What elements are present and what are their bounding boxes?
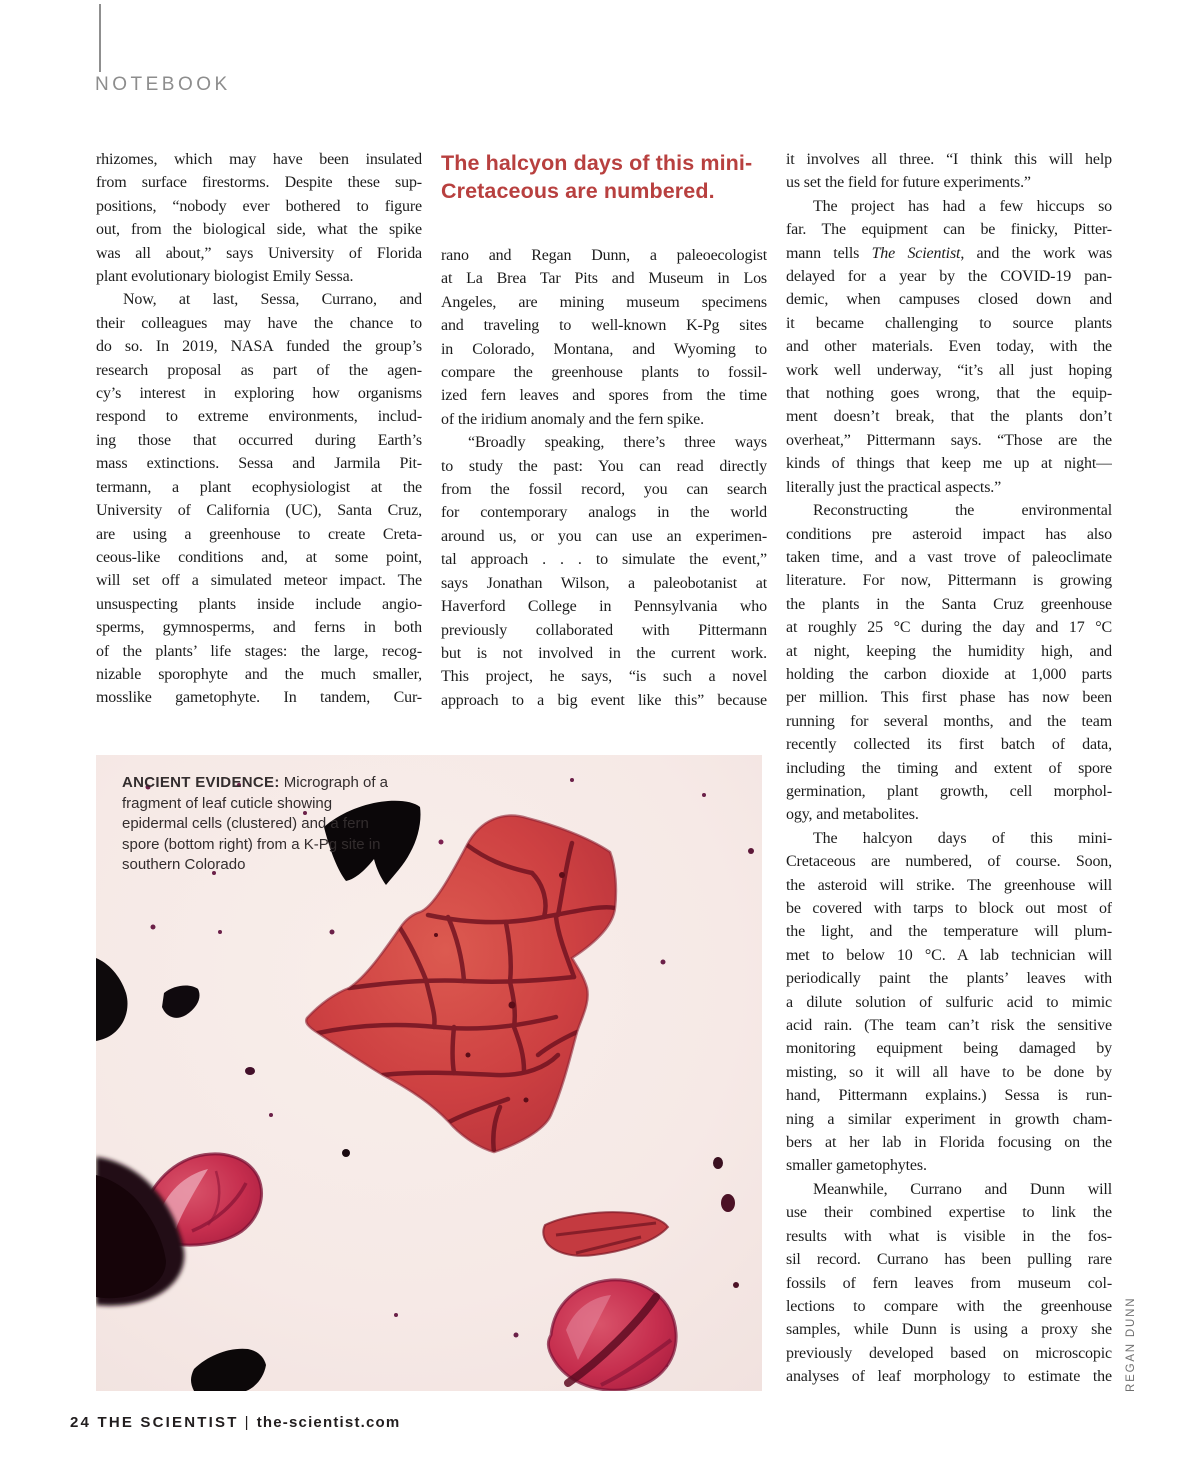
photo-caption-label: ANCIENT EVIDENCE: [122,774,280,791]
body-text-line: samples, while Dunn is using a proxy she [786,1321,1112,1339]
body-text-line: of the plants’ life stages: the large, recog- [96,642,422,660]
body-text-line: Reconstructing the environmental [813,502,1112,520]
body-text-line: ceous-like conditions and, at some point, [96,548,422,566]
pull-quote-line: The halcyon days of this mini- [441,151,753,175]
body-text-line: taken time, and a vast trove of paleoclimate [786,548,1112,566]
body-text-line: ning a similar experiment in growth cham- [786,1110,1112,1128]
body-text-line: cy’s interest in exploring how organisms [96,385,422,403]
body-text-line: from surface firestorms. Despite these sup- [96,174,422,192]
body-text-line: ing those that occurred during Earth’s [96,431,422,449]
body-text-line: results with what is visible in the fos- [786,1227,1112,1245]
body-text-line: at La Brea Tar Pits and Museum in Los [441,270,767,288]
pull-quote [441,150,767,205]
body-text-line: previously collaborated with Pittermann [441,621,767,639]
body-text-line: overheat,” Pittermann says. “Those are the [786,431,1112,449]
body-text-line: bers at her lab in Florida focusing on the [786,1134,1112,1152]
body-text-line: literature. For now, Pittermann is growing [786,572,1112,590]
body-text-line: demic, when campuses closed down and [786,291,1112,309]
body-text-line: approach to a big event like this” because [441,691,767,709]
body-text-line: monitoring equipment being damaged by [786,1040,1112,1058]
body-text-line: periodically paint the plants’ leaves with [786,970,1112,988]
body-text-line: Now, at last, Sessa, Currano, and [123,291,422,309]
body-text-line: met to below 10 °C. A lab technician will [786,946,1112,964]
body-text-line: ized fern leaves and spores from the time [441,387,767,405]
page-number: 24 [70,1414,92,1431]
body-text-line: around us, or you can use an experimen- [441,527,767,545]
body-text-line: sperms, gymnosperms, and ferns in both [96,619,422,637]
photo-caption-text: Micrograph of a fragment of leaf cuticle showing epidermal cells (clustered) and a fern spore (bottom right) from a K-Pg site in southern Colorado [122,774,389,874]
body-text-line: positions, “nobody ever bothered to figure [96,197,422,215]
body-text-line: are using a greenhouse to create Creta- [96,525,422,543]
body-text-line: termann, a plant ecophysiologist at the [96,478,422,496]
body-text-line: compare the greenhouse plants to fossil- [441,364,767,382]
body-text-line: unsuspecting plants inside include angio- [96,595,422,613]
body-text-line: previously developed based on microscopic [786,1344,1112,1362]
pull-quote-line: Cretaceous are numbered. [441,178,715,203]
body-text-line: germination, plant growth, cell morphol- [786,782,1112,800]
body-text-line: rhizomes, which may have been insulated [96,151,422,168]
photo-credit: REGAN DUNN [1125,1296,1137,1392]
body-text-line: mass extinctions. Sessa and Jarmila Pit- [96,455,422,473]
body-text-line: that nothing goes wrong, that the equip- [786,385,1112,403]
body-text-line: work well underway, “it’s all just hoping [786,361,1112,379]
photo-caption [122,773,394,876]
body-text-line: Haverford College in Pennsylvania who [441,598,767,616]
body-text-line: to study the past: You can read directly [441,457,767,475]
body-text-line: This project, he says, “is such a novel [441,668,767,686]
body-text-line: was all about,” says University of Florida [96,244,422,262]
body-text-line: for contemporary analogs in the world [441,504,767,522]
body-text-line: respond to extreme environments, includ- [96,408,422,426]
section-title: NOTEBOOK [95,74,231,95]
body-text-line: ogy, and metabolites. [786,806,919,824]
body-text-line: Cretaceous are numbered, of course. Soon, [786,853,1112,871]
body-text-line: the plants in the Santa Cruz greenhouse [786,595,1112,613]
body-text-line: analyses of leaf morphology to estimate the [786,1368,1112,1386]
body-text-line: it involves all three. “I think this will help [786,151,1112,168]
body-text-line: The halcyon days of this mini- [813,829,1112,847]
body-text-line: running for several months, and the team [786,712,1112,730]
body-text-line: in Colorado, Montana, and Wyoming to [441,340,767,358]
body-text-line: their colleagues may have the chance to [96,314,422,332]
body-text-line: at roughly 25 °C during the day and 17 °C [786,619,1112,637]
body-text-line: it became challenging to source plants [786,314,1112,332]
body-text-line: out, from the biological side, what the spike [96,221,422,239]
body-text-line: and traveling to well-known K-Pg sites [441,317,767,335]
body-text-line: of the iridium anomaly and the fern spike. [441,410,704,428]
body-text-line: and other materials. Even today, with the [786,338,1112,356]
page-footer [70,1414,400,1431]
magazine-name: THE SCIENTIST [97,1414,239,1431]
body-text-line: at night, keeping the humidity high, and [786,642,1112,660]
body-text-line: research proposal as part of the agen- [96,361,422,379]
body-text-line: literally just the practical aspects.” [786,478,1002,496]
body-text-line: sil record. Currano has been pulling rare [786,1251,1112,1269]
body-text-line: a dilute solution of sulfuric acid to mimic [786,993,1112,1011]
text-column-2-body [441,244,767,712]
body-text-line: “Broadly speaking, there’s three ways [468,434,767,452]
body-text-line: fossils of fern leaves from museum col- [786,1274,1112,1292]
body-text-line: University of California (UC), Santa Cruz, [96,502,422,520]
body-text-line: says Jonathan Wilson, a paleobotanist at [441,574,767,592]
body-text-line: but is not involved in the current work. [441,644,767,662]
body-text-line: be covered with tarps to block out most of [786,900,1112,917]
body-text-line: use their combined expertise to link the [786,1204,1112,1222]
body-text-line: per million. This first phase has now been [786,689,1112,707]
body-text-line: hand, Pittermann explains.) Sessa is run- [786,1087,1112,1105]
body-text-line: tal approach . . . to simulate the event,” [441,551,767,569]
body-text-line: mosslike gametophyte. In tandem, Cur- [96,689,422,707]
magazine-website: the-scientist.com [256,1414,401,1431]
body-text-line: mann tells The Scientist, and the work was [786,244,1112,262]
body-text-line: the asteroid will strike. The greenhouse will [786,876,1112,894]
body-text-line: far. The equipment can be finicky, Pitter- [786,221,1112,239]
text-column-1 [96,148,422,710]
footer-separator: | [244,1414,251,1431]
body-text-line: including the timing and extent of spore [786,759,1112,777]
body-text-line: from the fossil record, you can search [441,481,767,499]
body-text-line: Angeles, are mining museum specimens [441,293,767,311]
body-text-line: acid rain. (The team can’t risk the sensitive [786,1017,1112,1035]
body-text-line: The project has had a few hiccups so [813,197,1112,215]
body-text-line: do so. In 2019, NASA funded the group’s [96,338,422,356]
header-rule [99,4,101,72]
body-text-line: delayed for a year by the COVID-19 pan- [786,268,1112,286]
body-text-line: Meanwhile, Currano and Dunn will [813,1180,1112,1198]
body-text-line: rano and Regan Dunn, a paleoecologist [441,247,767,264]
body-text-line: holding the carbon dioxide at 1,000 parts [786,665,1112,683]
body-text-line: misting, so it will all have to be done by [786,1063,1112,1081]
text-column-3 [786,148,1112,1389]
body-text-line: kinds of things that keep me up at night— [786,455,1112,473]
body-text-line: us set the field for future experiments.” [786,174,1031,192]
body-text-line: nizable sporophyte and the much smaller, [96,665,422,683]
body-text-line: ment doesn’t break, that the plants don’t [786,408,1112,426]
text-column-2 [441,148,767,712]
body-text-line: plant evolutionary biologist Emily Sessa. [96,268,354,286]
body-text-line: conditions pre asteroid impact has also [786,525,1112,543]
body-text-line: smaller gametophytes. [786,1157,927,1175]
body-text-line: lections to compare with the greenhouse [786,1297,1112,1315]
body-text-line: will set off a simulated meteor impact. The [96,572,422,590]
body-text-line: the light, and the temperature will plum- [786,923,1112,941]
body-text-line: recently collected its first batch of data, [786,736,1112,754]
